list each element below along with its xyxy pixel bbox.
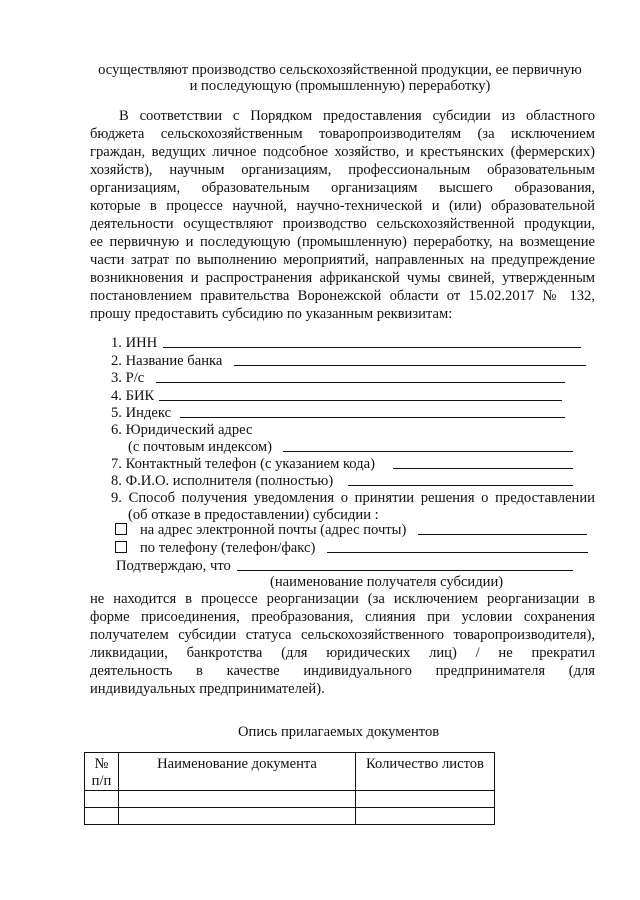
field-index-label: 5. Индекс — [111, 405, 172, 421]
field-inn-line[interactable] — [163, 347, 581, 348]
option-phone-line[interactable] — [327, 552, 588, 553]
intro-line: В соответствии с Порядком предоставления субсидии из областного — [119, 108, 595, 124]
intro-line: ее первичную и последующую (промышленную) переработку, на возмещение — [90, 234, 595, 250]
intro-line: которые в процессе научной, научно-технической и (или) образовательной — [90, 198, 595, 214]
table-cell[interactable] — [119, 791, 356, 808]
column-header-number — [85, 753, 119, 791]
field-inn-label: 1. ИНН — [111, 335, 158, 351]
confirm-line: ликвидации, банкротства (для юридических лиц) / не прекратил — [90, 645, 595, 661]
field-bik-label: 4. БИК — [111, 388, 155, 404]
column-header-count: Количество листов — [356, 753, 495, 791]
field-notify-label: 9. Способ получения уведомления о принятии решения о предоставлении — [111, 490, 595, 506]
field-address-label: 6. Юридический адрес — [111, 422, 253, 438]
table-cell[interactable] — [356, 808, 495, 825]
field-notify-sublabel: (об отказе в предоставлении) субсидии : — [128, 507, 379, 523]
column-header-number-bottom: п/п — [91, 773, 112, 789]
table-cell[interactable] — [356, 791, 495, 808]
intro-line: граждан, ведущих личное подсобное хозяйство, и крестьянских (фермерских) — [90, 144, 595, 160]
field-bank-line[interactable] — [234, 365, 586, 366]
table-row — [85, 808, 495, 825]
field-index-line[interactable] — [180, 417, 565, 418]
table-cell[interactable] — [119, 808, 356, 825]
inventory-table — [84, 752, 495, 825]
field-fio-label: 8. Ф.И.О. исполнителя (полностью) — [111, 473, 334, 489]
header-line-2: и последующую (промышленную) переработку) — [189, 78, 491, 94]
confirm-last-line: индивидуальных предпринимателей). — [90, 681, 325, 697]
intro-line: хозяйств), научным организациям, профессиональным образовательным — [90, 162, 595, 178]
option-phone-checkbox[interactable] — [115, 541, 127, 553]
field-address-line[interactable] — [283, 451, 573, 452]
confirm-line: деятельность в качестве индивидуального предпринимателя (для — [90, 663, 595, 679]
field-phone-line[interactable] — [393, 468, 573, 469]
field-account-label: 3. Р/с — [111, 370, 145, 386]
field-bank-label: 2. Название банка — [111, 353, 223, 369]
confirm-label: Подтверждаю, что — [116, 558, 231, 574]
field-bik-line[interactable] — [159, 400, 562, 401]
inventory-header-row — [85, 753, 495, 791]
header-line-1: осуществляют производство сельскохозяйственной продукции, ее первичную — [98, 62, 582, 78]
field-fio-line[interactable] — [348, 485, 573, 486]
intro-line: части затрат по выполнению мероприятий, направленных на предупреждение — [90, 252, 595, 268]
intro-line: прошу предоставить субсидию по указанным реквизитам: — [90, 306, 453, 322]
confirm-line: получателем субсидии статуса сельскохозяйственного товаропроизводителя), — [90, 627, 595, 643]
field-phone-label: 7. Контактный телефон (с указанием кода) — [111, 456, 375, 472]
intro-line: бюджета сельскохозяйственным товаропроизводителям (за исключением — [90, 126, 595, 142]
option-email-checkbox[interactable] — [115, 523, 127, 535]
field-account-line[interactable] — [156, 382, 565, 383]
inventory-title: Опись прилагаемых документов — [238, 724, 440, 740]
confirm-line: форме присоединения, преобразования, слияния при условии сохранения — [90, 609, 595, 625]
column-header-name: Наименование документа — [119, 753, 356, 791]
field-address-sublabel: (с почтовым индексом) — [128, 439, 272, 455]
option-phone-label: по телефону (телефон/факс) — [140, 540, 316, 556]
column-header-number-top: № — [94, 756, 109, 772]
intro-line: постановлением правительства Воронежской области от 15.02.2017 № 132, — [90, 288, 595, 304]
option-email-label: на адрес электронной почты (адрес почты) — [140, 522, 407, 538]
confirm-caption: (наименование получателя субсидии) — [270, 574, 504, 590]
table-cell[interactable] — [85, 808, 119, 825]
confirm-line: не находится в процессе реорганизации (за исключением реорганизации в — [90, 591, 595, 607]
table-cell[interactable] — [85, 791, 119, 808]
intro-line: возникновения и распространения африканской чумы свиней, утвержденным — [90, 270, 595, 286]
intro-line: деятельности осуществляют производство сельскохозяйственной продукции, — [90, 216, 595, 232]
option-email-line[interactable] — [418, 534, 587, 535]
table-row — [85, 791, 495, 808]
confirm-recipient-line[interactable] — [237, 570, 573, 571]
intro-line: организациям, образовательным организациям высшего образования, — [90, 180, 595, 196]
